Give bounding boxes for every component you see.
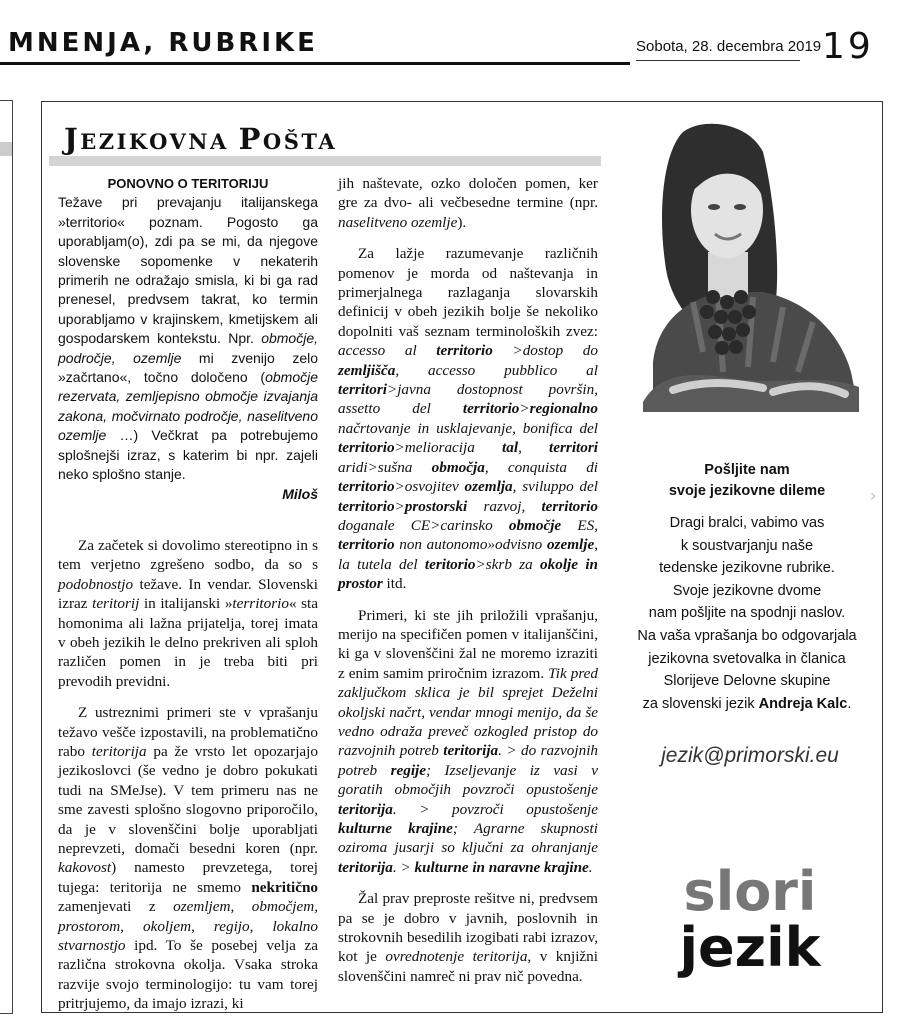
letter-heading: PONOVNO O TERITORIJU (107, 176, 269, 191)
body-paragraph: Za lažje razumevanje različnih pomenov je morda od naštevanja in primerjalnega razlaganja slovarskih definicij v obeh jezikih bolje še nekoliko dopolniti vaš seznam terminoloških zvez: accesso al territorio >dostop do zemljišča, accesso pubblico al territori>javna dostopnost površin, assetto del territorio>regionalno načrtovanje in usklajevanje, bonifica del territorio>melioracija tal, territori aridi>sušna območja, conquista di territorio>osvojitev ozemlja, sviluppo del territorio>prostorski razvoj, territorio doganale CE>carinsko območje ES, territorio non autonomo»odvisno ozemlje, la tutela del teritorio>skrb za okolje in prostor itd. (338, 245, 599, 593)
title-shade-bar (49, 156, 601, 166)
article-column-1 (58, 174, 318, 1014)
letter-signature: Miloš (282, 485, 318, 502)
article-column-2 (338, 174, 598, 986)
previous-article-frame (0, 100, 13, 1014)
reader-letter (58, 174, 318, 504)
portrait-illustration (623, 112, 871, 412)
issue-date: Sobota, 28. decembra 2019 (636, 38, 822, 55)
sidebar-invitation (620, 410, 877, 715)
body-paragraph: Za začetek si dovolimo stereotipno in s tem verjetno zgrešeno sodbo, da so s podobnostjo težave. In vendar. Slovenski izraz teritorij in italijanski »territorio« sta homonima ali lažna prijatelja, torej imata v obeh jezikih le delno prekriven ali sploh različen pomen in je treba biti pri prevodih previdni. (58, 536, 319, 690)
body-paragraph: Primeri, ki ste jih priložili vprašanju, merijo na specifičen pomen v italijanščini, ki ga v slovenščini žal ne moremo izraziti z enim samim priročnim izrazom. Tik pred zaključkom sklica je bil sprejet Deželni okoljski načrt, vendar mnogi menijo, da še vedno odraža preveč ozkogled pristop do razvojnih potreb teritorija. > do razvojnih potreb regije; Izseljevanje iz vasi v goratih območjih povzroči opustošenje teritorija. > povzroči opustošenje kulturne krajine; Agrarne skupnosti oziroma jusarji so ključni za ohranjanje teritorija. > kulturne in naravne krajine. (338, 606, 599, 876)
slori-jezik-logo (660, 858, 840, 978)
date-rule (636, 60, 800, 61)
previous-article-shade (0, 142, 12, 156)
logo-line-1: slori (683, 860, 817, 923)
contact-email: jezik@primorski.eu (661, 744, 839, 767)
page-number: 19 (822, 26, 874, 67)
chevron-right-icon: › (870, 486, 877, 505)
header-rule (0, 62, 630, 65)
logo-line-2: jezik (679, 916, 821, 978)
author-portrait-photo (623, 112, 871, 412)
body-paragraph: Žal prav preproste rešitve ni, predvsem pa se je dobro v javnih, poslovnih in strokovnih besedilih izogibati rabi izrazov, kot je ovrednotenje teritorija, v knjižni slovenščini namreč ni prav nič povedna. (338, 890, 598, 985)
body-paragraph: jih naštevate, ozko določen pomen, ker gre za dvo- ali večbesedne termine (npr. naselitveno ozemlje). (338, 175, 598, 231)
sidebar-body: Dragi bralci, vabimo vas k soustvarjanju naše tedenske jezikovne rubrike. Svoje jezikovne dvome nam pošljite na spodnji naslov. Na vaša vprašanja bo odgovarjala jezikovna svetovalka in članica Slorijeve Delovne skupine za slovenski jezik Andreja Kalc. (637, 515, 857, 712)
article-title: JEZIKOVNA POŠTA (64, 122, 338, 156)
section-title: MNENJA, RUBRIKE (8, 28, 318, 58)
sidebar-title: Pošljite nam svoje jezikovne dileme (668, 462, 826, 499)
page-header (0, 0, 899, 72)
letter-text: Težave pri prevajanju italijanskega »territorio« poznam. Pogosto ga uporabljam(o), zdi pa se mi, da njegove slovenske sopomenke v nekaterih primerih ne odražajo smisla, ki bi ga rad prenesel, predvsem takrat, ko termin uporabljamo v krajinskem, kmetijskem ali gospodarskem kontekstu. Npr. območje, področje, ozemlje mi zvenijo zelo »začrtano«, točno določeno (območje rezervata, zemljepisno območje izvajanja zakona, močvirnato področje, naselitveno ozemlje …) Večkrat pa potrebujemo splošnejši izraz, s katerim bi npr. zajeli neko splošno stanje. (58, 194, 318, 483)
body-paragraph: Z ustreznimi primeri ste v vprašanju težavo vešče izpostavili, na problematično rabo teritorija pa že vrsto let opozarjajo jezikoslovci (še vedno je dobro pokukati tudi na SMeJse). V tem primeru nas ne sme zavesti splošno slogovno priporočilo, da je v slovenščini bolje uporabljati neprevzeti, domači besedni koren (npr. kakovost) namesto prevzetega, torej tujega: teritorija ne smemo nekritično zamenjevati z ozemljem, območjem, prostorom, okoljem, regijo, lokalno stvarnostjo ipd. To še posebej velja za različna strokovna okolja. Vsaka stroka razvije svojo terminologijo: tu vam torej pritrjujemo, da imajo izrazi, ki (58, 704, 319, 1013)
